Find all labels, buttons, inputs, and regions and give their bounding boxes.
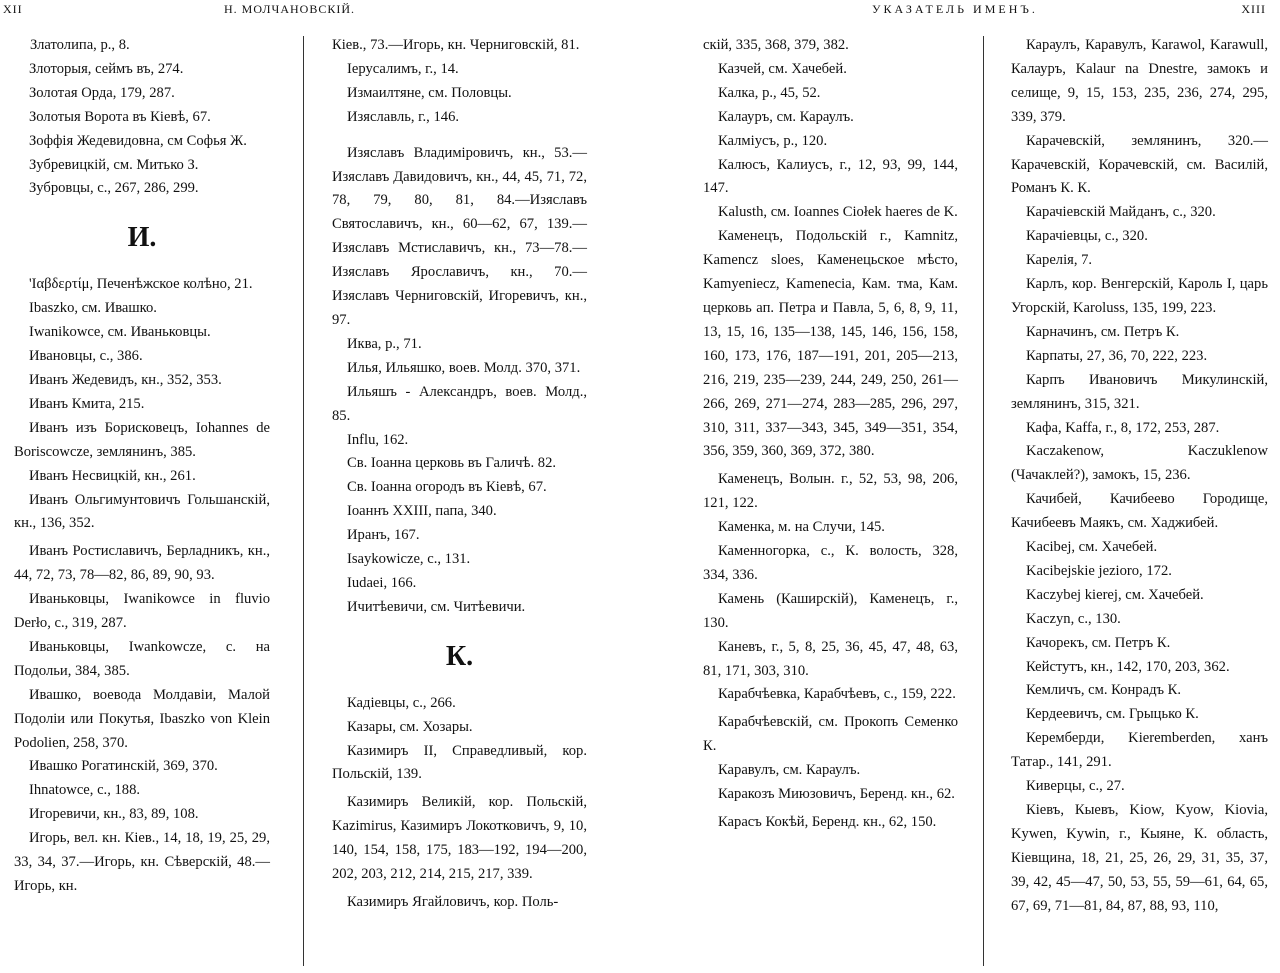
index-entry: Игоревичи, кн., 83, 89, 108. xyxy=(29,806,199,823)
index-entry: Ильяшъ - Александръ, воев. Молд., 85. xyxy=(332,383,587,424)
index-entry: 'Ιαβδερτίμ, Печенѣжское колѣно, 21. xyxy=(29,276,253,293)
index-entry: Kacibej, см. Хачебей. xyxy=(1026,539,1158,556)
index-entry: Карначинъ, см. Петръ К. xyxy=(1026,323,1180,340)
column-1 xyxy=(14,34,270,899)
index-entry: Ивашко, воевода Молдавіи, Малой Подоліи или Покутья, Ibaszko von Klein Podolien, 258, 370. xyxy=(14,686,270,751)
index-entry: Иваньковцы, Iwanikowce in fluvio Derło, с., 319, 287. xyxy=(14,591,270,632)
index-entry: Карпъ Ивановичъ Микулинскій, землянинъ, 315, 321. xyxy=(1011,371,1268,412)
column-2 xyxy=(332,34,587,915)
index-entry: Камень (Каширскій), Каменецъ, г., 130. xyxy=(703,590,958,631)
index-entry: Iudaei, 166. xyxy=(347,574,417,591)
index-entry: скій, 335, 368, 379, 382. xyxy=(703,37,849,53)
index-entry: Качорекъ, см. Петръ К. xyxy=(1026,634,1171,651)
index-entry: Казимиръ Великій, кор. Польскій, Kazimirus, Казимиръ Локотковичъ, 9, 10, 140, 154, 158, 175, 183—192, 194—200, 202, 203, 212, 214, 215, 217, 339. xyxy=(332,794,587,883)
index-entry: Кіев., 73.—Игорь, кн. Черниговскій, 81. xyxy=(332,37,580,53)
index-entry: Kalusth, см. Ioannes Ciołek haeres de K. xyxy=(718,204,958,221)
index-entry: Карабчѣевскій, см. Прокопъ Семенко К. xyxy=(703,714,958,755)
column-divider xyxy=(983,36,984,966)
index-entry: Зоффія Жедевидовна, см Софья Ж. xyxy=(29,132,247,149)
index-entry: Иванъ Ростиславичъ, Берладникъ, кн., 44, 72, 73, 78—82, 86, 89, 90, 93. xyxy=(14,543,270,584)
index-entry: Иваньковцы, Iwankowcze, с. на Подольи, 384, 385. xyxy=(14,638,270,679)
index-entry: Караулъ, Каравулъ, Karawol, Karawull, Калауръ, Kalaur na Dnestre, замокъ и селище, 9, 15, 153, 235, 236, 274, 295, 339, 379. xyxy=(1011,37,1268,125)
index-entry: Золотыя Ворота въ Кіевѣ, 67. xyxy=(29,108,211,125)
index-entry: Иванъ Несвицкій, кн., 261. xyxy=(29,467,196,484)
index-entry: Карачевскій, землянинъ, 320.—Карачевскій, Корачевскій, см. Василій, Романъ К. К. xyxy=(1011,132,1268,197)
index-entry: Kaczakenow, Kaczuklenow (Чачаклей?), замокъ, 15, 236. xyxy=(1011,443,1268,484)
index-entry: Карасъ Кокѣй, Беренд. кн., 62, 150. xyxy=(718,814,937,830)
index-entry: Качибей, Качибеево Городище, Качибеевъ Маякъ, см. Хаджибей. xyxy=(1011,491,1268,532)
index-entry: Казары, см. Хозары. xyxy=(347,718,473,735)
index-entry: Карабчѣевка, Карабчѣевъ, с., 159, 222. xyxy=(718,686,956,703)
index-entry: Кіевъ, Кыевъ, Kiow, Kyow, Kiovia, Kywen, Kywin, г., Кыяне, К. область, Кіевщина, 18, 21, 25, 26, 29, 31, 35, 37, 39, 42, 45—47, 50, 53, 55, 59—61, 64, 65, 67, 69, 71—81, 84, 87, 88, 93, 110, xyxy=(1011,802,1268,914)
index-entry: Ibaszko, см. Ивашко. xyxy=(29,300,157,317)
index-entry: Influ, 162. xyxy=(347,431,409,448)
index-entry: Иранъ, 167. xyxy=(347,527,420,544)
index-entry: Калауръ, см. Караулъ. xyxy=(718,108,854,125)
index-entry: Іерусалимъ, г., 14. xyxy=(347,60,459,77)
index-entry: Каневъ, г., 5, 8, 25, 36, 45, 47, 48, 63, 81, 171, 303, 310. xyxy=(703,638,958,679)
index-entry: Златолипа, р., 8. xyxy=(30,37,130,53)
index-entry: Иванъ изъ Борисковецъ, Iohannes de Boriscowcze, землянинъ, 385. xyxy=(14,419,270,460)
author-header: Н. МОЛЧАНОВСКІЙ. xyxy=(224,2,356,16)
index-entry: Иванъ Жедевидъ, кн., 352, 353. xyxy=(29,371,222,388)
index-entry: Ihnatowce, с., 188. xyxy=(29,782,141,799)
index-entry: Kaczyn, с., 130. xyxy=(1026,610,1121,627)
index-entry: Карпаты, 27, 36, 70, 222, 223. xyxy=(1026,347,1208,364)
index-entry: Карелія, 7. xyxy=(1026,252,1093,269)
section-letter-k: К. xyxy=(445,640,474,672)
index-entry: Илья, Ильяшко, воев. Молд. 370, 371. xyxy=(347,359,581,376)
right-page xyxy=(640,0,1280,973)
right-running-header xyxy=(640,2,1280,20)
index-entry: Isaykowicze, с., 131. xyxy=(347,551,471,568)
index-entry: Игорь, вел. кн. Кіев., 14, 18, 19, 25, 29, 33, 34, 37.—Игорь, кн. Сѣверскій, 48.—Игорь, кн. xyxy=(14,830,270,894)
index-entry: Карачіевскій Майданъ, с., 320. xyxy=(1026,204,1216,221)
index-entry: Зубровцы, с., 267, 286, 299. xyxy=(29,180,199,197)
index-entry: Калюсъ, Калиусъ, г., 12, 93, 99, 144, 147. xyxy=(703,156,958,197)
index-entry: Ичитѣевичи, см. Читѣевичи. xyxy=(347,598,526,615)
index-entry: Ивашко Рогатинскій, 369, 370. xyxy=(29,758,218,775)
index-entry: Каменка, м. на Случи, 145. xyxy=(718,519,885,536)
index-entry: Каменногорка, с., К. волость, 328, 334, 336. xyxy=(703,543,958,583)
index-title-header: УКАЗАТЕЛЬ ИМЕНЪ. xyxy=(872,2,1038,16)
index-entry: Казимиръ II, Справедливый, кор. Польскій, 139. xyxy=(332,742,587,783)
section-letter-i: И. xyxy=(127,222,157,254)
index-entry: Иванъ Кмита, 215. xyxy=(29,395,145,412)
index-entry: Казимиръ Ягайловичъ, кор. Поль- xyxy=(347,894,559,910)
index-entry: Кейстутъ, кн., 142, 170, 203, 362. xyxy=(1026,658,1230,675)
index-entry: Iwanikowce, см. Иваньковцы. xyxy=(29,324,211,341)
index-entry: Казчей, см. Хачебей. xyxy=(718,60,847,77)
column-3 xyxy=(703,34,958,835)
index-entry: Кемличъ, см. Конрадъ К. xyxy=(1026,682,1182,699)
index-entry: Злоторыя, сеймъ въ, 274. xyxy=(29,60,184,77)
index-entry: Керемберди, Kieremberden, ханъ Татар., 141, 291. xyxy=(1011,730,1268,771)
index-entry: Іоаннъ XXIII, папа, 340. xyxy=(347,503,497,520)
index-entry: Кердеевичъ, см. Грыцько К. xyxy=(1026,706,1199,723)
index-entry: Изяславль, г., 146. xyxy=(347,108,460,125)
index-entry: Каракозъ Миюзовичъ, Беренд. кн., 62. xyxy=(718,786,955,803)
index-entry: Kaczybej kierej, см. Хачебей. xyxy=(1026,586,1204,603)
column-divider xyxy=(303,36,304,966)
index-entry: Изяславъ Владиміровичъ, кн., 53.—Изяславъ Давидовичъ, кн., 44, 45, 71, 72, 78, 79, 80, 81, 84.—Изяславъ Святославичъ, кн., 60—62, 67, 139.—Изяславъ Мстиславичъ, кн., 73—78.—Изяславъ Ярославичъ, кн., 70.—Изяславъ Черниговскій, Игоревичъ, кн., 97. xyxy=(332,144,587,328)
index-entry: Ивановцы, с., 386. xyxy=(29,348,143,365)
index-entry: Каменецъ, Волын. г., 52, 53, 98, 206, 121, 122. xyxy=(703,471,958,512)
index-entry: Зубревицкій, см. Митько З. xyxy=(29,156,199,173)
page-number-right: XIII xyxy=(1241,2,1266,16)
index-entry: Иванъ Ольгимунтовичъ Гольшанскій, кн., 136, 352. xyxy=(14,491,270,532)
index-entry: Св. Іоанна огородъ въ Кіевѣ, 67. xyxy=(347,479,547,496)
index-entry: Кафа, Kaffa, г., 8, 172, 253, 287. xyxy=(1026,419,1220,436)
index-entry: Калка, р., 45, 52. xyxy=(718,84,821,101)
index-entry: Измаилтяне, см. Половцы. xyxy=(347,84,512,101)
page-number-left: XII xyxy=(3,2,23,16)
index-entry: Карлъ, кор. Венгерскій, Кароль I, царь Угорскій, Karoluss, 135, 199, 223. xyxy=(1011,276,1268,316)
index-entry: Св. Іоанна церковь въ Галичѣ. 82. xyxy=(347,455,557,472)
column-4 xyxy=(1011,34,1268,919)
index-entry: Карачіевцы, с., 320. xyxy=(1026,228,1148,245)
index-entry: Каравулъ, см. Караулъ. xyxy=(718,762,861,779)
left-running-header xyxy=(0,2,640,20)
index-entry: Кадіевцы, с., 266. xyxy=(347,694,456,711)
index-entry: Золотая Орда, 179, 287. xyxy=(29,84,175,101)
index-entry: Киверцы, с., 27. xyxy=(1026,778,1125,795)
index-entry: Калміусъ, р., 120. xyxy=(718,132,828,149)
index-entry: Kacibejskie jezioro, 172. xyxy=(1026,562,1172,579)
index-entry: Иква, р., 71. xyxy=(347,335,422,352)
index-entry: Каменецъ, Подольскій г., Kamnitz, Kamencz sloes, Каменецьское мѣсто, Kamyeniecz, Kamenecia, Кам. тма, Кам. церковь ап. Петра и Павла, 5, 6, 8, 9, 11, 13, 15, 16, 135—138, 145, 146, 156, 158, 160, 173, 176, 187—191, 201, 205—213, 216, 219, 235—239, 244, 249, 250, 261—266, 269, 271—274, 283—285, 296, 297, 310, 311, 337—343, 345, 349—351, 354, 356, 359, 360, 369, 372, 380. xyxy=(703,228,958,460)
